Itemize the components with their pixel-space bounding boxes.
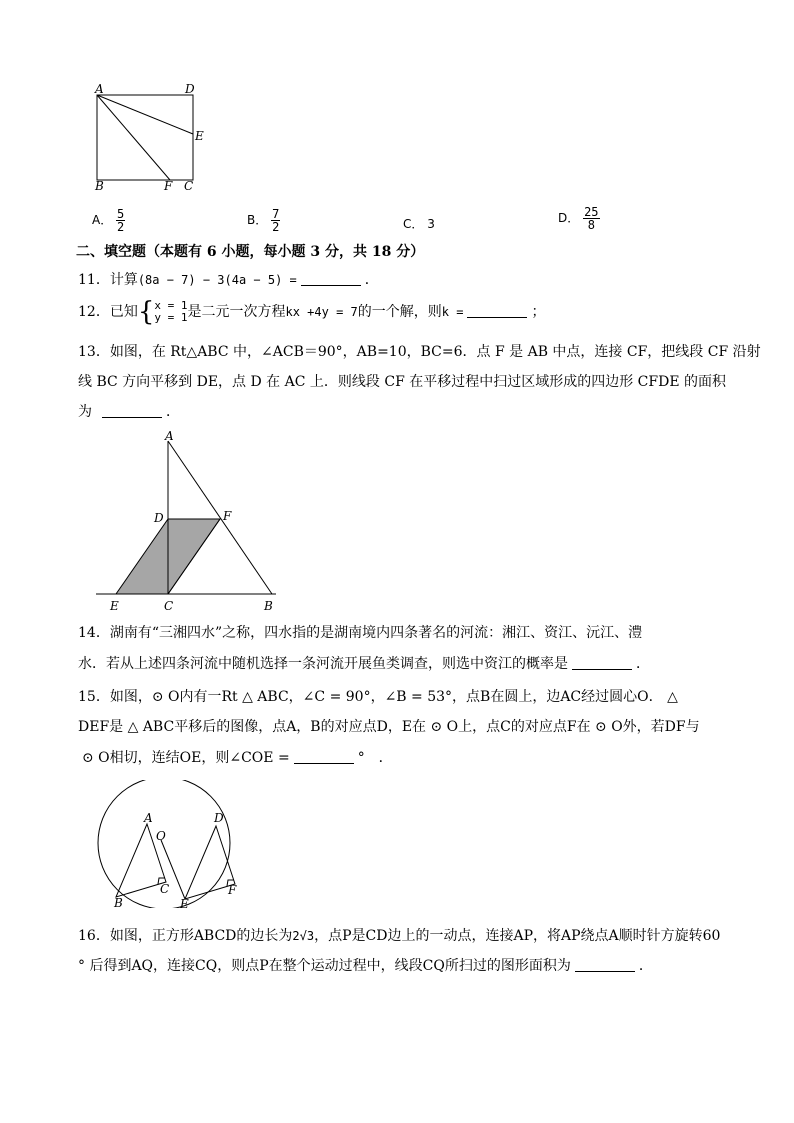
choice-c[interactable] [403,215,435,232]
numerator: 5 [117,207,125,221]
denominator: 2 [272,220,280,234]
q15-line-2: DEF是 △ ABC平移后的图像，点A，B的对应点D，E在 ⊙ O上，点C的对应点F在 ⊙ O外，若DF与 [78,719,700,735]
q11-prefix: 11．计算 [78,272,138,288]
q14-line-1: 14．湖南有“三湘四水”之称，四水指的是湖南境内四条著名的河流：湘江、资江、沅江、澧 [78,625,643,641]
q12-after: 的一个解，则 [357,304,442,320]
q15-line-3 [82,748,393,768]
q15-line-1: 15．如图，⊙ O内有一Rt △ ABC，∠C = 90°，∠B = 53°，点B在圆上，边AC经过圆心O． △ [78,689,678,705]
q14-suffix: ． [636,656,650,672]
choice-letter: B． [247,213,268,227]
label-d: D [185,82,195,96]
q16-suffix: ． [638,958,653,974]
eq-y: y = 1 [154,311,188,324]
q12-equation: kx +4y = 7 [285,305,358,319]
q11-suffix: ． [364,272,379,288]
label-c: C [164,599,174,613]
denominator: 8 [587,218,595,232]
label-b: B [95,179,104,193]
label-d: D [154,511,164,525]
q16-text-a: 16．如图，正方形ABCD的边长为 [78,928,293,944]
denominator: 2 [117,220,125,234]
eq-x: x = 1 [154,299,188,312]
question-11 [78,270,379,290]
label-o: O [156,829,166,843]
choice-b[interactable] [247,208,280,233]
q11-expression: (8a − 7) − 3(4a − 5) = [137,273,297,287]
q13-suffix: ． [166,404,180,420]
segment-ae [97,95,193,134]
choice-a[interactable] [92,208,125,233]
q15-text: ⊙ O相切，连结OE，则∠COE = [82,750,290,766]
choice-d[interactable] [558,206,600,231]
answer-blank-13[interactable] [102,403,162,418]
answer-blank-12[interactable] [467,303,527,318]
q16-line-2 [78,956,653,976]
q13-line-3 [78,402,180,422]
numerator: 25 [584,205,599,219]
label-e: E [195,129,204,143]
fraction [116,208,125,233]
figure-15 [88,780,248,908]
numerator: 7 [272,207,280,221]
fraction [271,208,280,233]
label-b: B [114,896,123,908]
label-f: F [223,509,232,523]
q15-suffix: ° ． [357,750,393,766]
choice-value: 3 [427,217,435,231]
label-c: C [184,179,194,193]
choice-letter: A． [92,213,113,227]
fraction [583,206,599,231]
section-heading: 二、填空题（本题有 6 小题，每小题 3 分，共 18 分） [76,244,425,260]
brace-icon: { [137,297,155,327]
q16-radical: 2√3 [292,929,315,943]
label-f: F [228,883,237,897]
label-a: A [144,811,153,825]
rectangle-figure [86,82,216,194]
answer-blank-11[interactable] [301,271,361,286]
label-a: A [165,429,174,443]
label-b: B [264,599,273,613]
label-f: F [164,179,173,193]
equation-system [154,300,187,324]
figure-13 [92,428,292,618]
q16-text-b: ，点P是CD边上的一动点，连接AP，将AP绕点A顺时针方旋转60 [314,928,721,944]
answer-blank-15[interactable] [294,749,354,764]
q16-line-1 [78,926,720,946]
q12-mid: 是二元一次方程 [187,304,286,320]
label-a: A [95,82,104,96]
q12-k: k = [441,305,464,319]
answer-blank-14[interactable] [572,655,632,670]
label-e: E [110,599,119,613]
segment-af [97,95,170,180]
q13-line-2: 线 BC 方向平移到 DE，点 D 在 AC 上．则线段 CF 在平移过程中扫过区域形成的四边形 CFDE 的面积 [78,374,726,390]
rectangle-abcd [97,95,193,180]
choice-letter: C． [403,217,424,231]
q13-prefix: 为 [78,404,92,420]
q14-text: 水．若从上述四条河流中随机选择一条河流开展鱼类调查，则选中资江的概率是 [78,656,568,672]
label-e: E [180,897,189,908]
question-12 [78,299,545,325]
label-d: D [214,811,224,825]
q12-prefix: 12．已知 [78,304,138,320]
choice-letter: D． [558,211,580,225]
label-c: C [160,882,170,896]
q12-suffix: ； [531,304,546,320]
q14-line-2 [78,654,650,674]
q16-text: ° 后得到AQ，连接CQ，则点P在整个运动过程中，线段CQ所扫过的图形面积为 [78,958,571,974]
answer-blank-16[interactable] [575,957,635,972]
q13-line-1: 13．如图，在 Rt△ABC 中，∠ACB＝90°，AB=10，BC=6．点 F 是 AB 中点，连接 CF，把线段 CF 沿射 [78,344,761,360]
